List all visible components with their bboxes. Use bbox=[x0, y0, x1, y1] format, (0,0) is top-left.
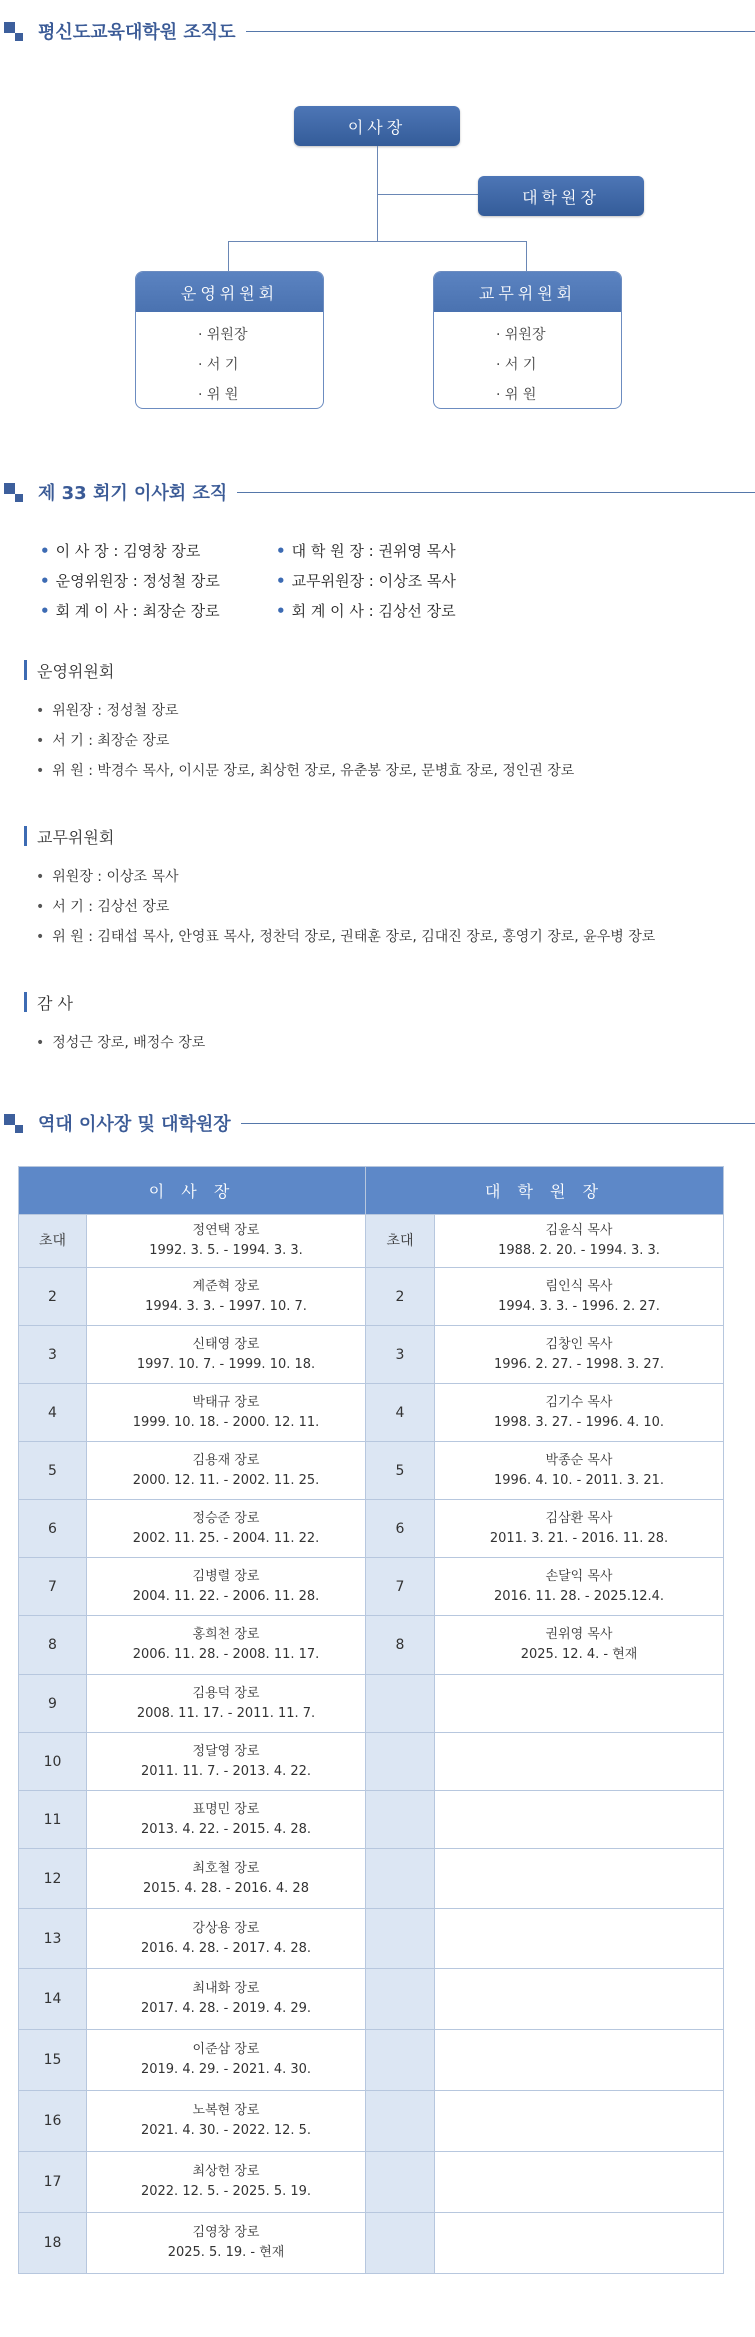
committee-box-title: 교무위원회 bbox=[434, 272, 621, 312]
dean-connector bbox=[377, 194, 479, 195]
chairman-term-number: 9 bbox=[19, 1675, 87, 1733]
chairman-term: 2000. 12. 11. - 2002. 11. 25. bbox=[132, 1472, 320, 1488]
chairman-term-number: 16 bbox=[19, 2091, 87, 2152]
chairman-name: 홍희천 장로 bbox=[192, 1627, 260, 1642]
chairman-term: 2002. 11. 25. - 2004. 11. 22. bbox=[132, 1530, 320, 1546]
dean-cell bbox=[435, 1969, 724, 2030]
role-item: · 서 기 bbox=[198, 357, 239, 373]
chairman-term-number: 17 bbox=[19, 2152, 87, 2213]
chairman-term-number: 18 bbox=[19, 2213, 87, 2274]
dean-cell bbox=[435, 1616, 724, 1675]
dean-term: 1996. 2. 27. - 1998. 3. 27. bbox=[493, 1356, 665, 1372]
table-row bbox=[19, 1969, 724, 2030]
board-member: • 회 계 이 사 : 김상선 장로 bbox=[276, 602, 456, 620]
chairman-name: 정승준 장로 bbox=[192, 1510, 260, 1526]
table-row bbox=[19, 1909, 724, 1969]
dean-term-number: 6 bbox=[366, 1500, 435, 1558]
chairman-name: 김병렬 장로 bbox=[192, 1568, 260, 1584]
chairman-cell bbox=[87, 1616, 366, 1675]
chairman-term-number: 7 bbox=[19, 1558, 87, 1616]
chairman-cell bbox=[87, 1384, 366, 1442]
dean-node: 대학원장 bbox=[478, 176, 644, 216]
dean-term-number bbox=[366, 2030, 435, 2091]
heading-bar bbox=[24, 660, 27, 680]
chairman-term-number: 12 bbox=[19, 1849, 87, 1909]
chairman-name: 최상헌 장로 bbox=[192, 2164, 260, 2179]
dean-cell bbox=[435, 2091, 724, 2152]
chairman-cell bbox=[87, 2091, 366, 2152]
table-row bbox=[19, 1558, 724, 1616]
role-item: · 위원장 bbox=[496, 327, 546, 343]
committee-member-line: • 위 원 : 김태섭 목사, 안영표 목사, 정찬덕 장로, 권태훈 장로, 김대진 장로, 홍영기 장로, 윤우병 장로 bbox=[36, 929, 656, 945]
chairman-name: 최내화 장로 bbox=[192, 1981, 260, 1996]
dean-term-number: 5 bbox=[366, 1442, 435, 1500]
chairman-name: 김영창 장로 bbox=[192, 2225, 260, 2240]
chairman-header: 이 사 장 bbox=[19, 1167, 366, 1215]
left-committee-connector bbox=[228, 241, 229, 271]
chairman-term-number: 15 bbox=[19, 2030, 87, 2091]
chairman-cell bbox=[87, 1500, 366, 1558]
chairman-term-number: 3 bbox=[19, 1326, 87, 1384]
chairman-name: 표명민 장로 bbox=[192, 1801, 260, 1817]
chairman-term: 2008. 11. 17. - 2011. 11. 7. bbox=[136, 1705, 316, 1721]
section-square-icon bbox=[4, 1112, 26, 1134]
chairman-cell bbox=[87, 2213, 366, 2274]
table-row bbox=[19, 1791, 724, 1849]
chairman-name: 계준혁 장로 bbox=[192, 1278, 260, 1294]
dean-cell bbox=[435, 2213, 724, 2274]
dean-name: 김창인 목사 bbox=[545, 1336, 613, 1352]
chairman-term-number: 5 bbox=[19, 1442, 87, 1500]
board-title-text: 제 33 회기 이사회 조직 bbox=[38, 483, 228, 504]
dean-cell bbox=[435, 1326, 724, 1384]
dean-cell bbox=[435, 1909, 724, 1969]
chairman-cell bbox=[87, 1215, 366, 1268]
right-committee-connector bbox=[526, 241, 527, 271]
dean-header: 대 학 원 장 bbox=[366, 1167, 724, 1215]
chairman-term: 2016. 4. 28. - 2017. 4. 28. bbox=[140, 1940, 312, 1956]
chairman-term: 2006. 11. 28. - 2008. 11. 17. bbox=[132, 1647, 320, 1662]
chairman-term: 2022. 12. 5. - 2025. 5. 19. bbox=[140, 2184, 312, 2199]
chairman-cell bbox=[87, 1675, 366, 1733]
committee-member-line: • 서 기 : 김상선 장로 bbox=[36, 899, 170, 915]
table-row bbox=[19, 1384, 724, 1442]
table-row bbox=[19, 1849, 724, 1909]
chairman-term: 2019. 4. 29. - 2021. 4. 30. bbox=[140, 2062, 312, 2077]
table-row bbox=[19, 1616, 724, 1675]
dean-cell bbox=[435, 2152, 724, 2213]
operations-committee-heading: 운영위원회 bbox=[24, 660, 114, 680]
dean-term-number bbox=[366, 1909, 435, 1969]
committee-box-operations bbox=[135, 271, 324, 409]
dean-name: 김삼환 목사 bbox=[545, 1510, 613, 1526]
table-row bbox=[19, 1215, 724, 1268]
section-divider bbox=[241, 1123, 755, 1124]
chairman-term-number: 2 bbox=[19, 1268, 87, 1326]
chairman-cell bbox=[87, 1849, 366, 1909]
dean-term: 2011. 3. 21. - 2016. 11. 28. bbox=[489, 1530, 669, 1546]
audit-heading: 감 사 bbox=[24, 992, 73, 1012]
chairman-name: 정달영 장로 bbox=[192, 1743, 260, 1759]
dean-term: 1994. 3. 3. - 1996. 2. 27. bbox=[498, 1298, 660, 1314]
chairman-cell bbox=[87, 1442, 366, 1500]
dean-name: 손달익 목사 bbox=[545, 1568, 613, 1584]
chairman-term-number: 13 bbox=[19, 1909, 87, 1969]
role-item: · 위 원 bbox=[496, 387, 537, 403]
committee-connector bbox=[228, 241, 526, 242]
board-member: • 교무위원장 : 이상조 목사 bbox=[276, 572, 456, 590]
dean-term-number bbox=[366, 2152, 435, 2213]
org-section-title bbox=[4, 16, 755, 46]
committee-member-line: • 위 원 : 박경수 목사, 이시문 장로, 최상헌 장로, 유춘봉 장로, 문병효 장로, 정인권 장로 bbox=[36, 763, 575, 779]
chairman-term-number: 14 bbox=[19, 1969, 87, 2030]
chairman-term: 2004. 11. 22. - 2006. 11. 28. bbox=[132, 1588, 320, 1604]
dean-term-number bbox=[366, 1791, 435, 1849]
dean-cell bbox=[435, 1215, 724, 1268]
chairman-name: 신태영 장로 bbox=[192, 1336, 260, 1352]
dean-cell bbox=[435, 1791, 724, 1849]
committee-role-list bbox=[136, 320, 323, 409]
dean-term: 2016. 11. 28. - 2025.12.4. bbox=[493, 1588, 665, 1604]
chairman-name: 이준삼 장로 bbox=[192, 2042, 260, 2057]
history-header-row bbox=[19, 1167, 724, 1215]
chairman-name: 김용재 장로 bbox=[192, 1452, 260, 1468]
audit-member-line: • 정성근 장로, 배정수 장로 bbox=[36, 1035, 206, 1051]
chairman-cell bbox=[87, 2030, 366, 2091]
dean-name: 박종순 목사 bbox=[545, 1452, 613, 1468]
chairman-name: 김용덕 장로 bbox=[192, 1685, 260, 1701]
dean-cell bbox=[435, 1849, 724, 1909]
table-row bbox=[19, 1733, 724, 1791]
board-member: • 회 계 이 사 : 최장순 장로 bbox=[40, 602, 220, 620]
chairman-term-number: 8 bbox=[19, 1616, 87, 1675]
dean-cell bbox=[435, 1384, 724, 1442]
committee-member-line: • 서 기 : 최장순 장로 bbox=[36, 733, 170, 749]
committee-box-title: 운영위원회 bbox=[136, 272, 323, 312]
role-item: · 위원장 bbox=[198, 327, 248, 343]
dean-cell bbox=[435, 1558, 724, 1616]
dean-term-number bbox=[366, 2091, 435, 2152]
role-item: · 서 기 bbox=[496, 357, 537, 373]
history-table-body bbox=[19, 1215, 724, 2274]
table-row bbox=[19, 2152, 724, 2213]
chairman-cell bbox=[87, 1326, 366, 1384]
chairman-term: 1999. 10. 18. - 2000. 12. 11. bbox=[132, 1414, 320, 1430]
dean-name: 김윤식 목사 bbox=[545, 1223, 613, 1238]
dean-term-number bbox=[366, 2213, 435, 2274]
history-section-title bbox=[4, 1108, 755, 1138]
table-row bbox=[19, 1500, 724, 1558]
section-square-icon bbox=[4, 481, 26, 503]
committee-box-academic bbox=[433, 271, 622, 409]
dean-term-number: 7 bbox=[366, 1558, 435, 1616]
chairman-term-number: 초대 bbox=[19, 1215, 87, 1268]
section-divider bbox=[246, 31, 755, 32]
committee-role-list bbox=[434, 320, 621, 409]
chairman-cell bbox=[87, 1969, 366, 2030]
chairman-name: 박태규 장로 bbox=[192, 1394, 260, 1410]
table-row bbox=[19, 1675, 724, 1733]
dean-name: 림인식 목사 bbox=[545, 1278, 613, 1294]
chairman-cell bbox=[87, 2152, 366, 2213]
section-divider bbox=[237, 492, 755, 493]
section-square-icon bbox=[4, 20, 26, 42]
academic-committee-heading: 교무위원회 bbox=[24, 826, 114, 846]
history-table bbox=[18, 1166, 724, 2274]
org-title-text: 평신도교육대학원 조직도 bbox=[38, 22, 236, 43]
chairman-term-number: 10 bbox=[19, 1733, 87, 1791]
chairman-term: 2015. 4. 28. - 2016. 4. 28 bbox=[143, 1880, 309, 1896]
dean-term-number: 초대 bbox=[366, 1215, 435, 1268]
chairman-term: 2025. 5. 19. - 현재 bbox=[167, 2245, 285, 2260]
dean-term: 1998. 3. 27. - 1996. 4. 10. bbox=[493, 1414, 665, 1430]
dean-name: 권위영 목사 bbox=[545, 1627, 613, 1642]
dean-term-number bbox=[366, 1849, 435, 1909]
dean-cell bbox=[435, 1733, 724, 1791]
chairman-cell bbox=[87, 1558, 366, 1616]
chairman-name: 노복현 장로 bbox=[192, 2103, 260, 2118]
dean-term-number: 8 bbox=[366, 1616, 435, 1675]
dean-term-number bbox=[366, 1733, 435, 1791]
chairman-term: 2017. 4. 28. - 2019. 4. 29. bbox=[140, 2001, 312, 2016]
chairman-cell bbox=[87, 1791, 366, 1849]
dean-cell bbox=[435, 2030, 724, 2091]
history-title-text: 역대 이사장 및 대학원장 bbox=[38, 1114, 231, 1135]
dean-term-number: 3 bbox=[366, 1326, 435, 1384]
board-member: • 운영위원장 : 정성철 장로 bbox=[40, 572, 220, 590]
chairman-node: 이사장 bbox=[294, 106, 460, 146]
chairman-term: 2011. 11. 7. - 2013. 4. 22. bbox=[140, 1763, 312, 1779]
chairman-term: 1997. 10. 7. - 1999. 10. 18. bbox=[136, 1356, 316, 1372]
table-row bbox=[19, 2030, 724, 2091]
dean-cell bbox=[435, 1442, 724, 1500]
heading-bar bbox=[24, 826, 27, 846]
table-row bbox=[19, 1442, 724, 1500]
dean-term-number bbox=[366, 1969, 435, 2030]
table-row bbox=[19, 2091, 724, 2152]
committee-member-line: • 위원장 : 이상조 목사 bbox=[36, 869, 179, 885]
dean-name: 김기수 목사 bbox=[545, 1394, 613, 1410]
table-row bbox=[19, 2213, 724, 2274]
board-member: • 대 학 원 장 : 권위영 목사 bbox=[276, 542, 456, 560]
board-member: • 이 사 장 : 김영창 장로 bbox=[40, 542, 201, 560]
chairman-name: 강상용 장로 bbox=[192, 1920, 260, 1936]
heading-bar bbox=[24, 992, 27, 1012]
chairman-cell bbox=[87, 1733, 366, 1791]
dean-cell bbox=[435, 1675, 724, 1733]
chairman-cell bbox=[87, 1909, 366, 1969]
chairman-term-number: 4 bbox=[19, 1384, 87, 1442]
dean-term-number: 4 bbox=[366, 1384, 435, 1442]
dean-term: 2025. 12. 4. - 현재 bbox=[520, 1647, 638, 1662]
chairman-name: 최호철 장로 bbox=[192, 1860, 260, 1876]
board-section-title bbox=[4, 477, 755, 507]
chairman-cell bbox=[87, 1268, 366, 1326]
table-row bbox=[19, 1268, 724, 1326]
committee-member-line: • 위원장 : 정성철 장로 bbox=[36, 703, 179, 719]
dean-term-number bbox=[366, 1675, 435, 1733]
chairman-term-number: 6 bbox=[19, 1500, 87, 1558]
dean-term: 1996. 4. 10. - 2011. 3. 21. bbox=[493, 1472, 665, 1488]
chairman-term: 1992. 3. 5. - 1994. 3. 3. bbox=[149, 1243, 303, 1258]
chairman-term-number: 11 bbox=[19, 1791, 87, 1849]
chairman-name: 정연택 장로 bbox=[192, 1223, 260, 1238]
chairman-term: 2013. 4. 22. - 2015. 4. 28. bbox=[140, 1821, 312, 1837]
chairman-term: 1994. 3. 3. - 1997. 10. 7. bbox=[145, 1298, 307, 1314]
table-row bbox=[19, 1326, 724, 1384]
dean-cell bbox=[435, 1268, 724, 1326]
role-item: · 위 원 bbox=[198, 387, 239, 403]
dean-term: 1988. 2. 20. - 1994. 3. 3. bbox=[498, 1243, 660, 1258]
dean-cell bbox=[435, 1500, 724, 1558]
chairman-term: 2021. 4. 30. - 2022. 12. 5. bbox=[140, 2123, 312, 2138]
dean-term-number: 2 bbox=[366, 1268, 435, 1326]
